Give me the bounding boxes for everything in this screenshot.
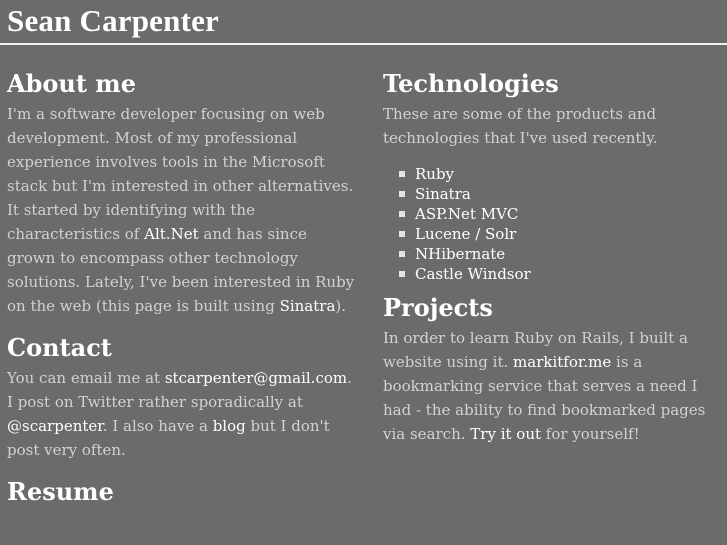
right-column [383,66,723,446]
markitfor-link[interactable]: markitfor.me [513,353,612,371]
square-bullet-icon [399,271,405,277]
twitter-link[interactable]: @scarpenter [7,417,103,435]
technologies-list [383,164,723,284]
list-item-label: Ruby [415,165,455,183]
list-item [399,244,723,264]
altnet-link[interactable]: Alt.Net [144,225,199,243]
contact-heading: Contact [7,333,112,362]
list-item [399,204,723,224]
resume-heading: Resume [7,477,114,506]
technologies-section [383,66,723,284]
about-heading: About me [7,69,136,98]
site-title: Sean Carpenter [7,3,220,38]
about-text-2: and has since grown to encompass other technology solutions. Lately, I've been interested in Ruby on the web (this page is built using [7,225,355,315]
projects-paragraph [383,326,723,446]
list-item-label: Lucene / Solr [415,225,517,243]
list-item-label: Sinatra [415,185,471,203]
contact-section [7,330,357,462]
list-item-label: NHibernate [415,245,506,263]
list-item [399,164,723,184]
projects-heading: Projects [383,293,493,322]
square-bullet-icon [399,251,405,257]
projects-text-1: In order to learn Ruby on Rails, I built a website using it. [383,329,688,371]
square-bullet-icon [399,231,405,237]
contact-text-2: . I post on Twitter rather sporadically at [7,369,352,411]
list-item [399,264,723,284]
contact-text-3: . I also have a [102,417,213,435]
square-bullet-icon [399,171,405,177]
contact-text-4: but I don't post very often. [7,417,330,459]
projects-text-3: for yourself! [541,425,640,443]
list-item [399,184,723,204]
about-section [7,66,357,318]
technologies-heading: Technologies [383,69,559,98]
title-divider [0,43,727,45]
left-column [7,66,357,510]
resume-section [7,474,357,510]
square-bullet-icon [399,211,405,217]
about-paragraph [7,102,357,318]
blog-link[interactable]: blog [212,417,246,435]
projects-text-2: is a bookmarking service that serves a need I had - the ability to find bookmarked pages via search. [383,353,706,443]
spacer [7,462,357,474]
about-text-3: ). [335,297,347,315]
email-link[interactable]: stcarpenter@gmail.com [164,369,348,387]
list-item [399,224,723,244]
projects-section [383,290,723,446]
list-item-label: ASP.Net MVC [415,205,519,223]
sinatra-link[interactable]: Sinatra [279,297,336,315]
contact-paragraph [7,366,357,462]
spacer [7,318,357,330]
technologies-intro: These are some of the products and technologies that I've used recently. [383,105,658,147]
contact-text-1: You can email me at [7,369,165,387]
try-it-out-link[interactable]: Try it out [470,425,542,443]
square-bullet-icon [399,191,405,197]
list-item-label: Castle Windsor [415,265,531,283]
about-text-1: I'm a software developer focusing on web development. Most of my professional experience involves tools in the Microsoft stack but I'm interested in other alternatives. It started by identifying with the characteristics of [7,105,354,243]
